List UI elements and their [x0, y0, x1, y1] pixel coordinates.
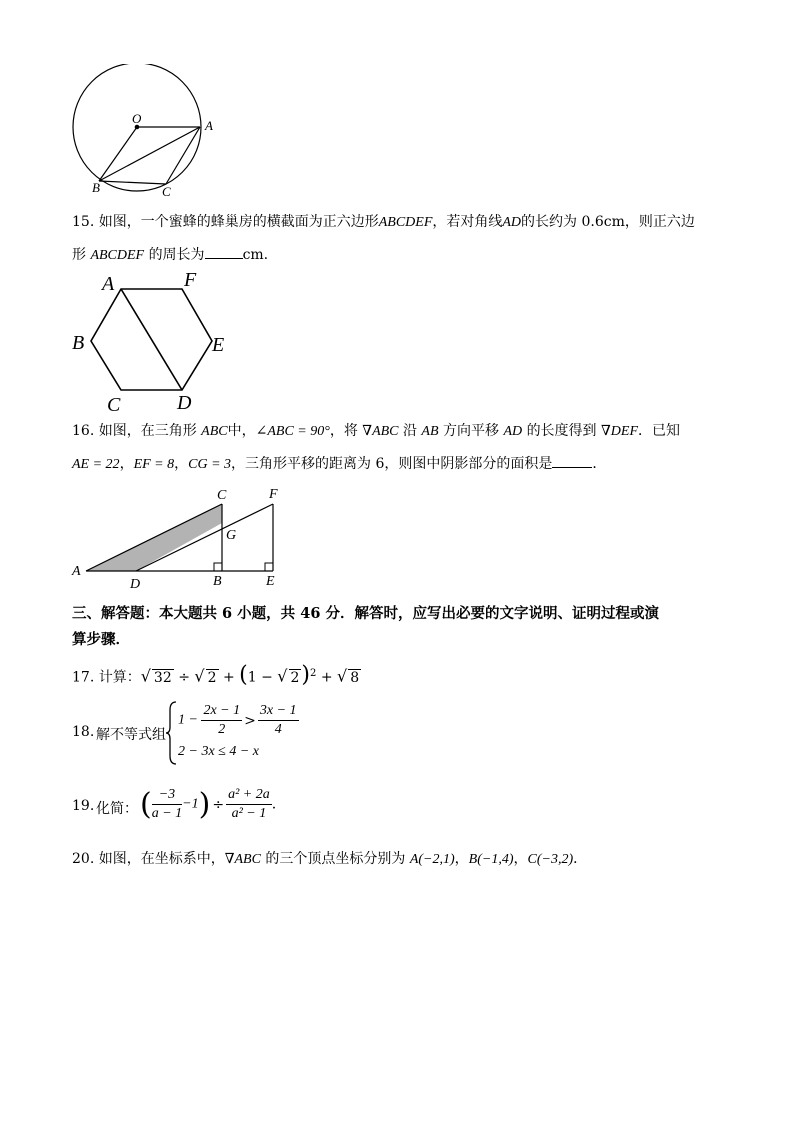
q18-label: 解不等式组: [96, 727, 166, 743]
label-B: B: [92, 180, 100, 195]
q19-frac2: [226, 786, 272, 823]
q16-line1: [72, 421, 680, 442]
q20: 20. 如图，在坐标系中，∇ABC 的三个顶点坐标分别为 A(−2,1)，B(−1,4)，C(−3,2)．: [72, 851, 588, 867]
segment-BC: [99, 181, 166, 184]
q15-line1: [72, 212, 695, 233]
q20-point-C: C(−3,2): [527, 852, 574, 867]
label-F: F: [269, 487, 278, 502]
q19-frac2-den: a² − 1: [231, 806, 267, 821]
q15-text-e: 的周长为: [148, 247, 205, 263]
q16-text-h: ，三角形平移的距离为 6，则图中阴影部分的面积是: [231, 456, 553, 472]
segment-OB: [99, 127, 137, 181]
q17-exponent: 2: [310, 668, 317, 679]
segment-BA: [99, 127, 200, 181]
q19-expr: ( $\frac{-3}{a - 1}$ −1) ÷ $\frac{\text{a² + 2a}}{\text{a² − 1}}$ .: [140, 787, 277, 822]
label-E: E: [266, 574, 275, 589]
q19-number: 19.: [72, 798, 95, 814]
label-O: O: [132, 111, 142, 126]
q16-angle: ∠ABC = 90°: [255, 424, 330, 439]
q16-answer-blank[interactable]: [552, 453, 592, 468]
q15-answer-blank[interactable]: [205, 244, 243, 259]
q19-label: 化简：: [96, 801, 138, 817]
q20-point-A: A(−2,1): [409, 852, 455, 867]
q17-number: 17.: [72, 669, 95, 686]
q16-text-d: 沿: [402, 423, 417, 439]
q16-text-g: ．已知: [638, 423, 681, 439]
q18-frac1-den: 2: [218, 722, 226, 737]
q17-label: 计算：: [98, 669, 141, 686]
q19-minus-one: −1: [182, 796, 199, 812]
circle-figure: [66, 64, 226, 200]
q15-text-b: ，若对角线: [432, 214, 503, 230]
q18-frac1-num: 2x − 1: [201, 702, 242, 721]
q20-text-a: 如图，在坐标系中，: [98, 851, 225, 867]
label-A: A: [205, 118, 213, 133]
q16-ef: EF = 8: [133, 457, 175, 472]
q17-sqrt-8: 8: [350, 669, 360, 686]
q16-line2: AE = 22，EF = 8，CG = 3，三角形平移的距离为 6，则图中阴影部分的面积是 ．: [72, 453, 606, 475]
q15-diagonal: AD: [502, 215, 522, 230]
q18-op: >: [244, 712, 256, 729]
diagonal-AD: [121, 289, 182, 390]
q17-one-minus: 1 −: [247, 669, 278, 686]
q16-triangle: ABC: [201, 424, 228, 439]
label-F: F: [184, 269, 197, 291]
label-C: C: [107, 394, 121, 416]
q16-end: ．: [592, 456, 607, 472]
q19-frac1-num: −3: [152, 786, 182, 805]
label-B: B: [213, 574, 222, 589]
q16-text-a: 如图，在三角形: [98, 423, 197, 439]
q18-row1: [178, 702, 299, 739]
q18-row1-pre: 1 −: [178, 712, 202, 728]
label-D: D: [130, 577, 141, 592]
label-C: C: [162, 184, 171, 199]
q16-text-f: 的长度得到: [526, 423, 597, 439]
label-A: A: [102, 273, 115, 295]
section3-heading-line2: 算步骤．: [72, 631, 130, 648]
q18-number: 18.: [72, 724, 95, 740]
q20-text-b: 的三个顶点坐标分别为: [265, 851, 406, 867]
q15-hex-name-2: ABCDEF: [90, 248, 145, 263]
q18-frac2-den: 4: [274, 722, 282, 737]
q20-end: ．: [573, 851, 588, 867]
q19-divide: ÷: [212, 796, 225, 813]
q19-frac1-den: a − 1: [151, 806, 183, 821]
q18-frac2-num: 3x − 1: [258, 702, 299, 721]
q17: 17. 计算：√ 32 ÷ √ 2 + (1 − √ 2)$^2$ + √ 8: [72, 662, 360, 688]
q16-direction: AB: [421, 424, 439, 439]
q15-text-a: 如图，一个蜜蜂的蜂巢房的横截面为正六边形: [98, 214, 379, 230]
q17-sqrt-2: 2: [207, 669, 217, 686]
q15-unit: cm.: [242, 247, 269, 263]
q19-frac2-num: a² + 2a: [226, 786, 272, 805]
label-D: D: [177, 392, 192, 414]
q17-sqrt-2b: 2: [290, 669, 300, 686]
q16-number: 16.: [72, 423, 95, 439]
right-angle-E: [265, 563, 273, 571]
q16-text-c: ，将: [329, 423, 358, 439]
q16-triangle-symbol: ∇ABC: [362, 424, 399, 439]
q17-sqrt-32: 32: [153, 669, 172, 686]
section3-heading-line1: 三、解答题：本大题共 6 小题，共 46 分．解答时，应写出必要的文字说明、证明过程或演: [72, 605, 659, 622]
q18-frac1: [201, 702, 242, 739]
q20-triangle: ∇ABC: [224, 852, 261, 867]
q16-text-b: 中，: [227, 423, 256, 439]
q20-number: 20.: [72, 851, 95, 867]
label-A: A: [72, 564, 81, 579]
label-B: B: [72, 332, 85, 354]
hexagon-figure: [66, 268, 236, 418]
right-angle-B: [214, 563, 222, 571]
q15-text-d: 形: [72, 247, 86, 263]
q16-ae: AE = 22: [72, 457, 120, 472]
q15-hex-name: ABCDEF: [378, 215, 433, 230]
q16-length: AD: [503, 424, 523, 439]
q16-triangle-def: ∇DEF: [601, 424, 639, 439]
label-G: G: [226, 528, 237, 543]
q19-end: .: [271, 796, 277, 813]
q16-cg: CG = 3: [188, 457, 232, 472]
q18-row2: 2 − 3x ≤ 4 − x: [178, 744, 260, 759]
label-E: E: [212, 334, 225, 356]
q15-text-c: 的长约为 0.6cm，则正六边: [521, 214, 695, 230]
q18-frac2: [258, 702, 299, 739]
q16-text-e: 方向平移: [442, 423, 499, 439]
q18-brace: [166, 700, 178, 766]
translation-figure: [66, 482, 296, 592]
q20-point-B: B(−1,4): [468, 852, 514, 867]
q15-number: 15.: [72, 214, 95, 230]
label-C: C: [217, 488, 227, 503]
q15-line2: [72, 244, 268, 266]
q19-frac1: [152, 786, 182, 823]
